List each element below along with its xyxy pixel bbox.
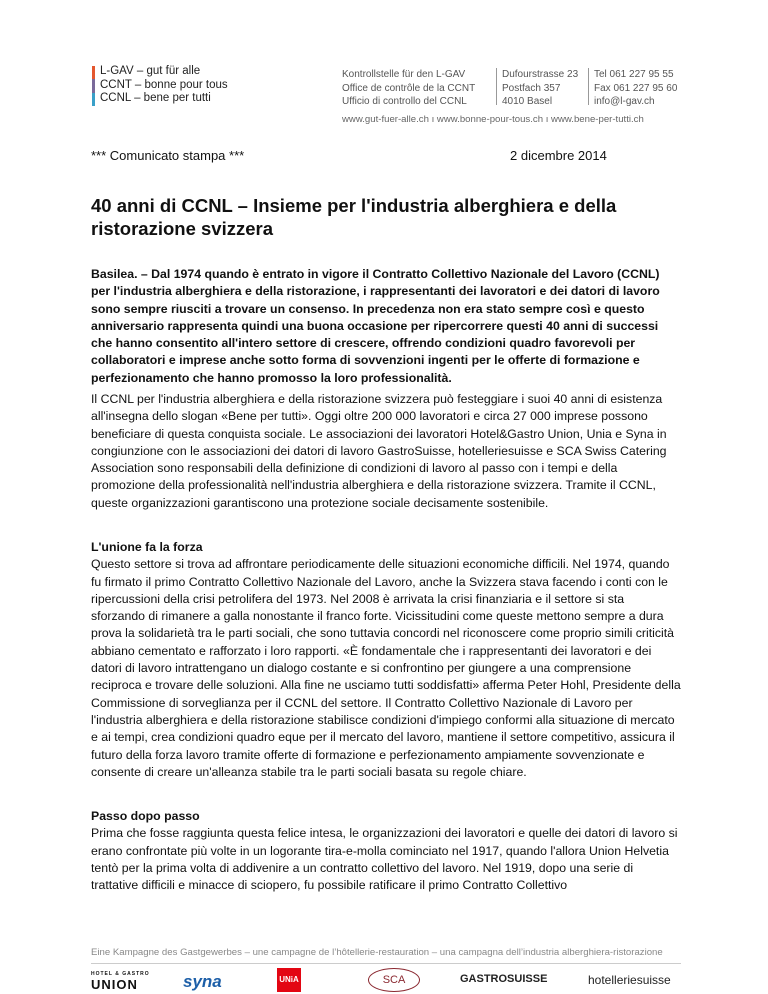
union-logo-top: HOTEL & GASTRO	[91, 971, 150, 977]
address-pobox: Postfach 357	[502, 82, 561, 94]
logo-color-bars	[92, 66, 95, 106]
header-address	[502, 68, 578, 109]
footer-claim: Eine Kampagne des Gastgewerbes – une campagne de l’hôtellerie-restauration – una campagna dell’industria alberghiera-ristorazione	[91, 947, 663, 958]
section-unione	[91, 539, 681, 781]
section-heading: Passo dopo passo	[91, 809, 200, 823]
page-title: 40 anni di CCNL – Insieme per l'industria alberghiera e della ristorazione svizzera	[91, 195, 617, 239]
union-logo-text: UNION	[91, 977, 138, 992]
office-name-fr: Office de contrôle de la CCNT	[342, 82, 476, 94]
syna-logo: syna	[183, 972, 222, 991]
phone: Tel 061 227 95 55	[594, 69, 674, 80]
logo-line-de: L-GAV – gut für alle	[100, 65, 201, 77]
release-date: 2 dicembre 2014	[510, 148, 607, 163]
section-text: Questo settore si trova ad affrontare periodicamente delle situazioni economiche difficili. Nel 1974, quando fu firmato il primo Contratto Collettivo Nazionale del Lavoro, anche la Svizzera stava facendo i conti con le ripercussioni della crisi petrolifera del 1973. Nel 2008 è arrivata la crisi finanziaria e il settore si sta sforzando di rimanere a galla nonostante il franco forte. Vicissitudini come queste mettono sempre a dura prova la solidarietà tra le parti sociali, che sono tuttavia concordi nel riconoscere come proprio simili criticità abbiano cementato e rafforzato i loro rapporti. «È fondamentale che i rappresentanti dei lavoratori e dei datori di lavoro intrattengano un dialogo costante e si confrontino per giungere a una comprensione reciproca e trovare delle soluzioni. Alla fine ne usciamo tutti soddisfatti» afferma Peter Hohl, Presidente della Commissione di sorveglianza per il CCNL del settore. Il Contratto Collettivo Nazionale di Lavoro per l'industria alberghiera e della ristorazione stabilisce condizioni d'impiego conformi alla situazione di mercato e ai tempi, crea condizioni quadro eque per il mercato del lavoro, mantiene il settore competitivo, assicura il futuro della forza lavoro tramite offerte di formazione e perfezionamento ampiamente sovvenzionate e consente di creare un'alleanza stabile tra le parti sociali basata su regole chiare.	[91, 557, 681, 779]
header-divider	[588, 68, 589, 105]
gastrosuisse-logo: GASTROSUISSE	[460, 973, 548, 985]
lead-paragraph: Basilea. – Dal 1974 quando è entrato in vigore il Contratto Collettivo Nazionale del Lavoro (CCNL) per l'industria alberghiera e della ristorazione, i rappresentanti dei lavoratori e dei datori di lavoro sono sempre riusciti a trovare un consenso. In precedenza non era stato sempre così e questo anniversario rappresenta quindi una buona occasione per ripercorrere questi 40 anni di successi che hanno consentito all'intero settore di crescere, offrendo condizioni quadro favorevoli per collaboratori e imprese anche sotto forma di sovvenzioni ingenti per le offerte di formazione e perfezionamento che hanno promosso la loro professionalità.	[91, 267, 660, 385]
email: info@l-gav.ch	[594, 96, 655, 107]
sponsor-logos	[91, 968, 691, 994]
header-office	[342, 68, 475, 109]
hotelleriesuisse-logo: hotelleriesuisse	[588, 973, 671, 987]
body-paragraph: Il CCNL per l'industria alberghiera e della ristorazione svizzera può festeggiare i suoi 40 anni di esistenza all'insegna dello slogan «Bene per tutti». Oggi oltre 200 000 lavoratori e circa 27 000 imprese possono beneficiare di questa conquista sociale. Le associazioni dei lavoratori Hotel&Gastro Union, Unia e Syna in congiunzione con le associazioni dei datori di lavoro GastroSuisse, hotelleriesuisse e SCA Swiss Catering Association sono responsabili della definizione di condizioni di lavoro al passo con i tempi e della promozione della professionalità nell'industria alberghiera e della ristorazione svizzera. Tramite il CCNL, queste organizzazioni garantiscono una protezione sociale decisamente sostenibile.	[91, 392, 667, 510]
office-name-it: Ufficio di controllo del CCNL	[342, 96, 467, 107]
fax: Fax 061 227 95 60	[594, 82, 678, 94]
unia-logo: UNiA	[277, 968, 301, 992]
sca-logo: SCA	[368, 968, 420, 992]
websites: www.gut-fuer-alle.ch ı www.bonne-pour-tous.ch ı www.bene-per-tutti.ch	[342, 114, 644, 125]
logo-line-it: CCNL – bene per tutti	[100, 92, 211, 105]
hotel-gastro-union-logo	[91, 971, 150, 992]
section-passo	[91, 808, 681, 894]
press-release-label: *** Comunicato stampa ***	[91, 148, 245, 163]
logo-line-fr: CCNT – bonne pour tous	[100, 78, 228, 91]
office-name-de: Kontrollstelle für den L-GAV	[342, 69, 466, 80]
address-street: Dufourstrasse 23	[502, 69, 579, 80]
section-heading: L'unione fa la forza	[91, 540, 203, 554]
header-contact	[594, 68, 677, 109]
section-text: Prima che fosse raggiunta questa felice intesa, le organizzazioni dei lavoratori e quelle dei datori di lavoro si erano confrontate più volte in un logorante tira-e-molla cominciato nel 1917, quando l'allora Union Helvetia tentò per la prima volta di addivenire a un contratto collettivo del lavoro. Nel 1919, dopo una serie di trattative difficili e minacce di sciopero, fu possibile ratificare il primo Contratto Collettivo	[91, 826, 678, 893]
address-city: 4010 Basel	[502, 96, 553, 107]
footer-divider	[91, 963, 681, 964]
header-divider	[496, 68, 497, 105]
